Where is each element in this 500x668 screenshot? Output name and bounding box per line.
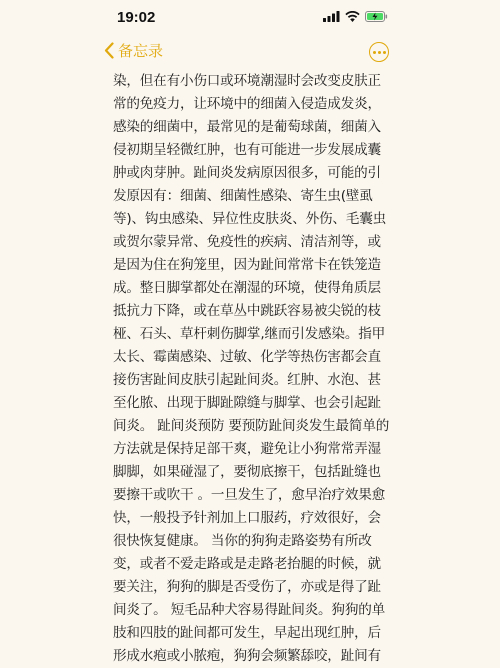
note-text-line: 要关注，狗狗的脚是否受伤了，亦或是得了趾 [113, 579, 381, 595]
back-label: 备忘录 [118, 42, 164, 60]
note-text-line: 太长、霉菌感染、过敏、化学等热伤害都会直 [113, 349, 381, 365]
note-text-line: 间炎了。 短毛品种犬容易得趾间炎。狗狗的单 [113, 602, 385, 618]
note-text-line: 接伤害趾间皮肤引起趾间炎。红肿、水泡、甚 [113, 372, 381, 388]
battery-charging-icon [365, 11, 388, 22]
note-text-line: 常的免疫力，让环境中的细菌入侵造成发炎， [113, 96, 381, 112]
note-text-line: 侵初期呈轻微红肿，也有可能进一步发展成囊 [113, 142, 381, 158]
note-text-line: 间炎。 趾间炎预防 要预防趾间炎发生最简单的 [113, 418, 389, 434]
note-text-line: 方法就是保持足部干爽，避免让小狗常常弄湿 [113, 441, 381, 457]
status-time: 19:02 [117, 9, 156, 26]
note-text-line: 或贺尔蒙异常、免疫性的疾病、清洁剂等，或 [113, 234, 381, 250]
more-icon [373, 51, 376, 54]
note-text-line: 至化脓、出现于脚趾隙缝与脚掌、也会引起趾 [113, 395, 381, 411]
note-text-line: 肿或肉芽肿。趾间炎发病原因很多，可能的引 [113, 165, 381, 181]
note-text-line: 抵抗力下降，或在草丛中跳跃容易被尖锐的枝 [113, 303, 381, 319]
wifi-icon [345, 11, 360, 22]
more-button[interactable] [369, 42, 389, 62]
note-text-line: 桠、石头、草杆刺伤脚掌,继而引发感染。指甲 [113, 326, 385, 342]
note-text-line: 变，或者不爱走路或是走路老抬腿的时候，就 [113, 556, 381, 572]
note-text-line: 是因为住在狗笼里，因为趾间常常卡在铁笼造 [113, 257, 381, 273]
status-icons [323, 11, 388, 22]
note-text-line: 感染的细菌中，最常见的是葡萄球菌，细菌入 [113, 119, 381, 135]
note-text-line: 染，但在有小伤口或环境潮湿时会改变皮肤正 [113, 73, 381, 89]
note-text-line: 肢和四肢的趾间都可发生，早起出现红肿，后 [113, 625, 381, 641]
back-button[interactable] [104, 40, 163, 61]
note-text-line: 形成水疱或小脓疱，狗狗会频繁舔咬，趾间有 [113, 648, 381, 664]
chevron-left-icon [104, 42, 114, 59]
note-text-line: 等)、钩虫感染、异位性皮肤炎、外伤、毛囊虫 [113, 211, 386, 227]
note-text-line: 很快恢复健康。 当你的狗狗走路姿势有所改 [113, 533, 372, 549]
nav-bar [0, 34, 500, 68]
note-text-line: 要擦干或吹干 。一旦发生了，愈早治疗效果愈 [113, 487, 385, 503]
signal-icon [323, 11, 340, 22]
status-bar [0, 0, 500, 34]
note-text-line: 脚脚，如果碰湿了，要彻底擦干，包括趾缝也 [113, 464, 381, 480]
note-text-line: 快，一般投予针剂加上口服药，疗效很好，会 [113, 510, 381, 526]
note-text-line: 发原因有：细菌、细菌性感染、寄生虫(壁虱 [113, 188, 373, 204]
note-body[interactable] [113, 70, 389, 668]
note-text-line: 成。整日脚掌都处在潮湿的环境，使得角质层 [113, 280, 381, 296]
